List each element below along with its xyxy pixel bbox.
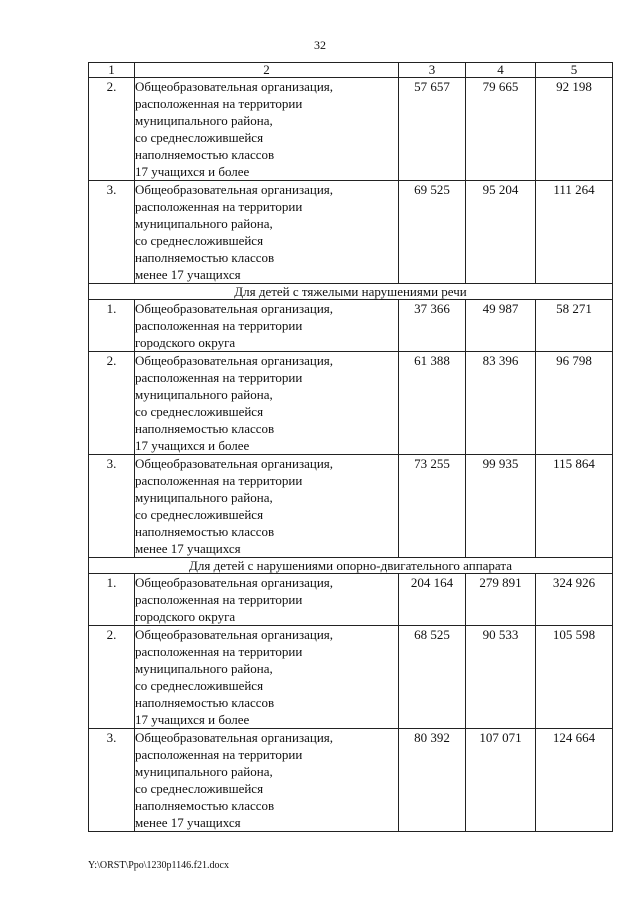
- description-line: наполняемостью классов: [135, 421, 275, 436]
- value-col-3: 68 525: [399, 626, 466, 729]
- funding-table: [88, 62, 613, 832]
- description-line: муниципального района,: [135, 387, 273, 402]
- description-line: со среднесложившейся: [135, 130, 264, 145]
- table-row: [89, 78, 613, 181]
- value-col-3: 204 164: [399, 574, 466, 626]
- organization-description: [135, 300, 399, 352]
- description-line: Общеобразовательная организация,: [135, 353, 334, 368]
- row-number: 2.: [89, 78, 135, 181]
- organization-description: [135, 78, 399, 181]
- description-line: Общеобразовательная организация,: [135, 79, 334, 94]
- value-col-4: 95 204: [466, 181, 536, 284]
- description-line: 17 учащихся и более: [135, 712, 250, 727]
- description-line: 17 учащихся и более: [135, 164, 250, 179]
- row-number: 3.: [89, 181, 135, 284]
- description-line: расположенная на территории: [135, 199, 303, 214]
- value-col-5: 324 926: [536, 574, 613, 626]
- table-row: [89, 574, 613, 626]
- header-cell-4: 4: [466, 63, 536, 78]
- description-line: наполняемостью классов: [135, 798, 275, 813]
- description-line: расположенная на территории: [135, 592, 303, 607]
- table-row: [89, 300, 613, 352]
- table-row: [89, 455, 613, 558]
- value-col-3: 57 657: [399, 78, 466, 181]
- table-row: [89, 352, 613, 455]
- row-number: 3.: [89, 455, 135, 558]
- description-line: менее 17 учащихся: [135, 267, 241, 282]
- value-col-3: 80 392: [399, 729, 466, 832]
- header-cell-5: 5: [536, 63, 613, 78]
- description-line: 17 учащихся и более: [135, 438, 250, 453]
- description-line: Общеобразовательная организация,: [135, 456, 334, 471]
- organization-description: [135, 455, 399, 558]
- value-col-3: 37 366: [399, 300, 466, 352]
- description-line: муниципального района,: [135, 216, 273, 231]
- header-cell-2: 2: [135, 63, 399, 78]
- value-col-3: 61 388: [399, 352, 466, 455]
- row-number: 2.: [89, 626, 135, 729]
- description-line: со среднесложившейся: [135, 507, 264, 522]
- row-number: 2.: [89, 352, 135, 455]
- description-line: со среднесложившейся: [135, 233, 264, 248]
- description-line: наполняемостью классов: [135, 695, 275, 710]
- header-cell-1: 1: [89, 63, 135, 78]
- description-line: наполняемостью классов: [135, 147, 275, 162]
- organization-description: [135, 729, 399, 832]
- value-col-4: 49 987: [466, 300, 536, 352]
- description-line: городского округа: [135, 335, 236, 350]
- value-col-5: 105 598: [536, 626, 613, 729]
- value-col-5: 92 198: [536, 78, 613, 181]
- row-number: 3.: [89, 729, 135, 832]
- table-row: [89, 181, 613, 284]
- description-line: менее 17 учащихся: [135, 541, 241, 556]
- description-line: муниципального района,: [135, 764, 273, 779]
- description-line: менее 17 учащихся: [135, 815, 241, 830]
- section-row: [89, 558, 613, 574]
- description-line: Общеобразовательная организация,: [135, 182, 334, 197]
- description-line: муниципального района,: [135, 113, 273, 128]
- table-header-row: [89, 63, 613, 78]
- value-col-3: 69 525: [399, 181, 466, 284]
- description-line: расположенная на территории: [135, 318, 303, 333]
- value-col-5: 96 798: [536, 352, 613, 455]
- value-col-4: 99 935: [466, 455, 536, 558]
- description-line: расположенная на территории: [135, 370, 303, 385]
- description-line: наполняемостью классов: [135, 250, 275, 265]
- value-col-4: 107 071: [466, 729, 536, 832]
- description-line: расположенная на территории: [135, 747, 303, 762]
- table-row: [89, 729, 613, 832]
- organization-description: [135, 574, 399, 626]
- page-number: 32: [314, 38, 326, 52]
- section-title: Для детей с тяжелыми нарушениями речи: [89, 284, 613, 300]
- row-number: 1.: [89, 574, 135, 626]
- section-row: [89, 284, 613, 300]
- table-row: [89, 626, 613, 729]
- footer-file-path: Y:\ORST\Ppo\1230p1146.f21.docx: [88, 860, 229, 871]
- description-line: расположенная на территории: [135, 644, 303, 659]
- description-line: со среднесложившейся: [135, 781, 264, 796]
- value-col-4: 79 665: [466, 78, 536, 181]
- description-line: расположенная на территории: [135, 96, 303, 111]
- organization-description: [135, 352, 399, 455]
- organization-description: [135, 181, 399, 284]
- value-col-5: 111 264: [536, 181, 613, 284]
- description-line: Общеобразовательная организация,: [135, 627, 334, 642]
- description-line: со среднесложившейся: [135, 404, 264, 419]
- description-line: муниципального района,: [135, 490, 273, 505]
- value-col-4: 90 533: [466, 626, 536, 729]
- header-cell-3: 3: [399, 63, 466, 78]
- description-line: наполняемостью классов: [135, 524, 275, 539]
- section-title: Для детей с нарушениями опорно-двигательного аппарата: [89, 558, 613, 574]
- table-body: [89, 63, 613, 832]
- row-number: 1.: [89, 300, 135, 352]
- description-line: Общеобразовательная организация,: [135, 575, 334, 590]
- description-line: муниципального района,: [135, 661, 273, 676]
- description-line: расположенная на территории: [135, 473, 303, 488]
- value-col-3: 73 255: [399, 455, 466, 558]
- description-line: со среднесложившейся: [135, 678, 264, 693]
- description-line: городского округа: [135, 609, 236, 624]
- value-col-5: 124 664: [536, 729, 613, 832]
- value-col-4: 83 396: [466, 352, 536, 455]
- value-col-5: 58 271: [536, 300, 613, 352]
- description-line: Общеобразовательная организация,: [135, 301, 334, 316]
- value-col-4: 279 891: [466, 574, 536, 626]
- organization-description: [135, 626, 399, 729]
- description-line: Общеобразовательная организация,: [135, 730, 334, 745]
- value-col-5: 115 864: [536, 455, 613, 558]
